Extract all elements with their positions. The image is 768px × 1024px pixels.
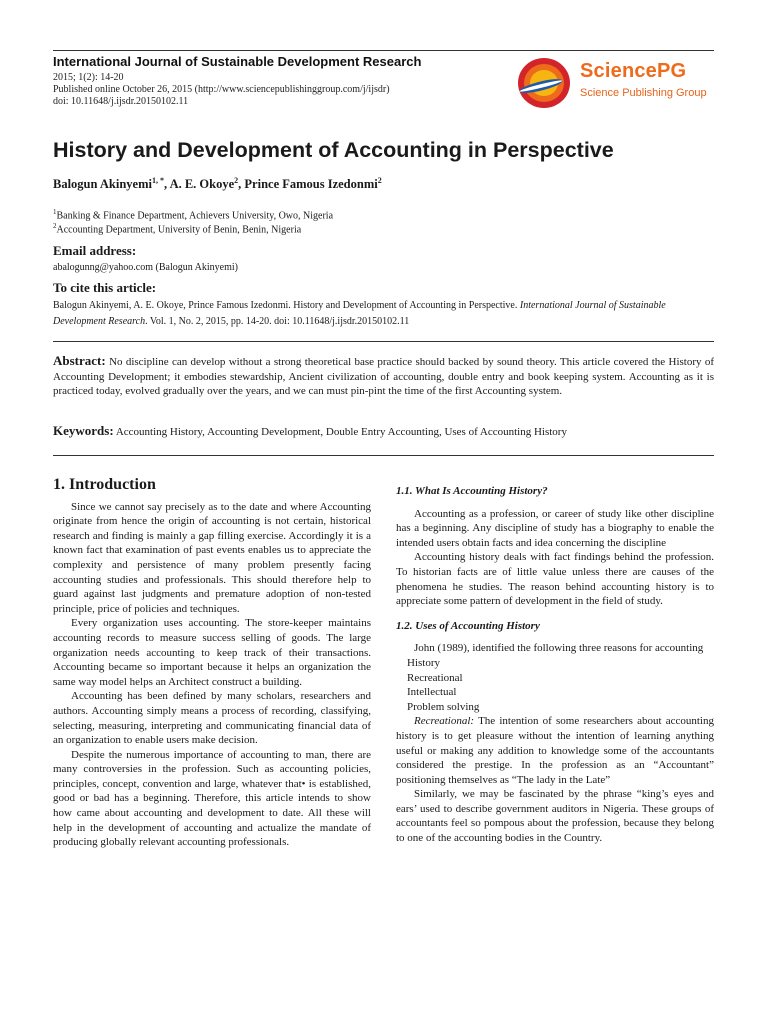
- citation-text: [53, 298, 714, 330]
- doi-line: doi: 10.11648/j.ijsdr.20150102.11: [53, 96, 189, 107]
- subsection-heading-1-2: 1.2. Uses of Accounting History: [396, 619, 540, 632]
- top-rule: [53, 50, 714, 51]
- paragraph: Accounting has been defined by many scholars, researchers and authors. Accounting simply means a process of recording, classifying, selecting, measuring, interpreting and communicating financial data of an organization to enable users make decision.: [53, 690, 371, 747]
- abstract-text: No discipline can develop without a strong theoretical base practice should backed by sound theory. This article covered the History of Accounting Development; it embodies stewardship, Ancient civilization of accounting, double entry and book keeping system. Accounting as it is practiced today, evolved gradually over the years, and we can must pin-pint the time of the first Accounting system.: [53, 356, 714, 397]
- recreational-label: Recreational:: [414, 715, 475, 728]
- list-item: Recreational: [407, 671, 463, 684]
- paragraph: Similarly, we may be fascinated by the phrase “king’s eyes and ears’ used to describe government auditors in Nigeria. These groups of accountants feel so pompous about the profession, because they belong to one of the accounting bodies in the Country.: [396, 788, 714, 845]
- subsection-heading-1-1: 1.1. What Is Accounting History?: [396, 485, 548, 497]
- citation-plain: Balogun Akinyemi, A. E. Okoye, Prince Famous Izedonmi. History and Development of Accounting in Perspective.: [53, 300, 520, 311]
- paragraph: [396, 714, 714, 787]
- author-sup: 2: [234, 176, 239, 185]
- abstract-label: Abstract:: [53, 353, 106, 368]
- citation-tail: . Vol. 1, No. 2, 2015, pp. 14-20. doi: 10.11648/j.ijsdr.20150102.11: [145, 316, 410, 327]
- author-name: A. E. Okoye: [169, 177, 235, 192]
- abstract: [53, 354, 714, 399]
- paragraph: John (1989), identified the following three reasons for accounting: [414, 642, 704, 655]
- journal-name: International Journal of Sustainable Development Research: [53, 54, 422, 69]
- keywords-label: Keywords:: [53, 423, 114, 438]
- email-heading: Email address:: [53, 243, 137, 258]
- logo-subtitle: Science Publishing Group: [580, 87, 707, 99]
- author-name: Prince Famous Izedonmi: [244, 177, 378, 192]
- paragraph: Since we cannot say precisely as to the date and where Accounting originate from hence the origin of accounting is not certain, historical research and finding is mainly a gap filling exercise. Accordingly it is a known fact that examination of past events enables us to appreciate the complexity and persistence of many problem presently facing accounting studies and professionals. This should therefore help to guard against last judgments and premature adoption of non-tested principle, price of policies and techniques.: [53, 500, 371, 615]
- published-line: Published online October 26, 2015 (http://www.sciencepublishinggroup.com/j/ijsdr): [53, 84, 390, 95]
- author-sup: 1, *: [152, 176, 164, 185]
- affiliation: [53, 222, 301, 235]
- sciencepg-logo: [514, 54, 714, 110]
- paragraph: Despite the numerous importance of accounting to man, there are many controversies in the profession. Such as accounting policies, principles, concept, convention and large, whatever that• is established, good or bad has a beginning. Therefore, this article intends to show how came about accounting and development to date. All these will help in the development of accounting and actualize the mandate of producing globally relevant accounting professionals.: [53, 748, 371, 849]
- keywords-text: Accounting History, Accounting Development, Double Entry Accounting, Uses of Accounting History: [115, 426, 567, 438]
- author-name: Balogun Akinyemi: [53, 177, 152, 192]
- affiliation-text: Banking & Finance Department, Achievers University, Owo, Nigeria: [56, 210, 334, 222]
- article-title: History and Development of Accounting in Perspective: [53, 138, 614, 162]
- keywords: [53, 424, 714, 439]
- left-column: [53, 478, 371, 850]
- cite-heading: To cite this article:: [53, 280, 157, 295]
- abstract-bottom-rule: [53, 455, 714, 456]
- list-item: History: [407, 656, 440, 669]
- list-item: Problem solving: [407, 700, 480, 713]
- right-column: [396, 484, 714, 846]
- logo-brand: SciencePG: [580, 60, 687, 82]
- citation-journal: International Journal of Sustainable Development Research: [53, 300, 666, 327]
- paragraph: Every organization uses accounting. The store-keeper maintains accounting records to measure success selling of goods. The large organization needs accounting to keep track of their transactions. Accounting became so important because it helps an organization the same way model helps an Architect construct a building.: [53, 617, 371, 688]
- author-sup: 2: [377, 176, 382, 185]
- email-address[interactable]: abalogunng@yahoo.com (Balogun Akinyemi): [53, 262, 239, 273]
- introduction-heading: 1. Introduction: [53, 476, 156, 493]
- logo-emblem-icon: [514, 54, 574, 110]
- affiliation-text: Accounting Department, University of Benin, Benin, Nigeria: [56, 224, 302, 236]
- abstract-top-rule: [53, 341, 714, 342]
- author-list: Balogun Akinyemi$^{1, *}$, A. E. Okoye$^2$, Prince Famous Izedonmi$^2$: [53, 176, 382, 192]
- paragraph: Accounting as a profession, or career of study like other discipline has a beginning. Any discipline of study has a biography to enable the intended users obtain facts and idea concerning the discipline: [396, 507, 714, 549]
- list-item: Intellectual: [407, 686, 457, 699]
- affiliation-sup: 2: [53, 222, 57, 230]
- paragraph: Accounting history deals with fact findings behind the profession. To historian facts are of little value unless there are causes of the phenomena he studies. The reason behind accounting history is to appreciate some pattern of development in the field of study.: [396, 551, 714, 608]
- recreational-text: The intention of some researchers about accounting history is to get pleasure without the intention of learning anything useful or making any addition to knowledge some of the accountants considered the prestige. In the profession as an “Accountant” positioning themselves as “The lady in the Late”: [396, 715, 714, 786]
- volume-pages: 2015; 1(2): 14-20: [53, 72, 124, 83]
- affiliation-sup: 1: [53, 208, 57, 216]
- affiliation: [53, 208, 333, 221]
